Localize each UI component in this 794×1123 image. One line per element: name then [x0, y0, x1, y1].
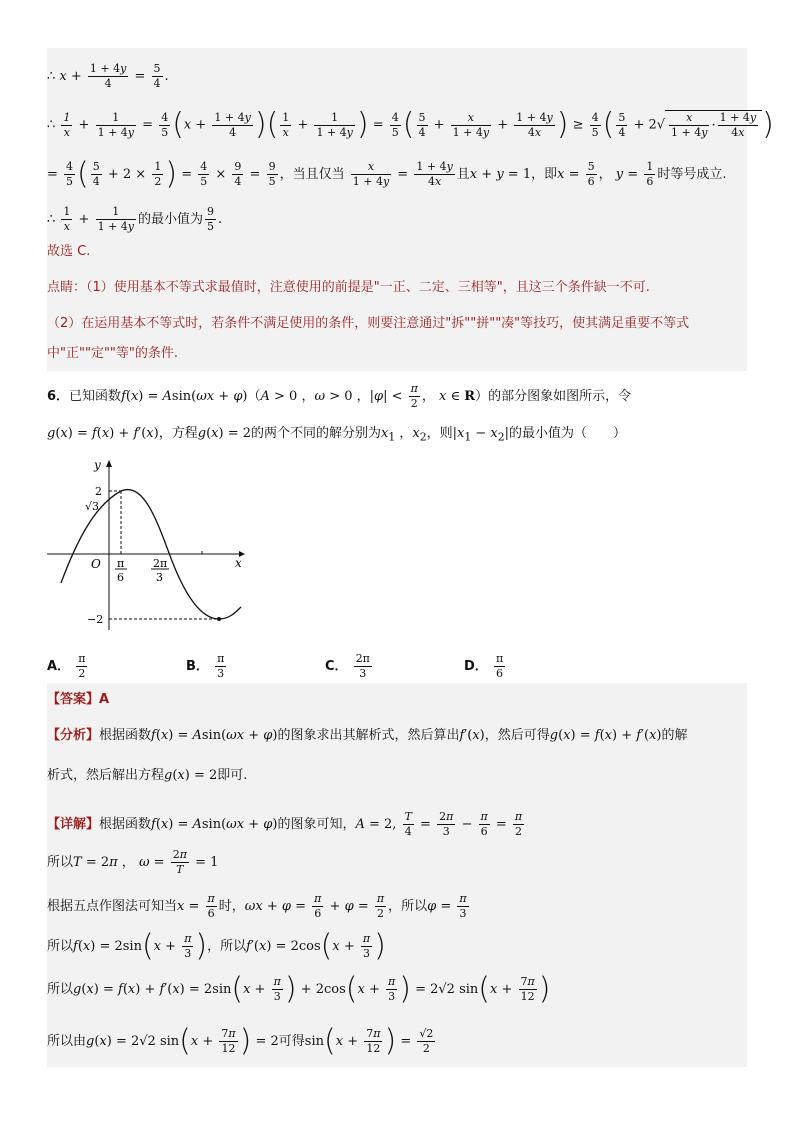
- solution-line-1: ∴ x + $\frac{1 + 4y}{4}$ = $\frac{5}{4}$ .: [47, 62, 169, 90]
- y-tick-sqrt3: √3: [85, 500, 100, 513]
- solution-line-3-text-a: ，当且仅当: [279, 167, 345, 182]
- solution-line-3-text-d: 时等号成立.: [657, 167, 727, 182]
- five-point-text-b: 时，: [218, 899, 245, 914]
- solution-line-3-text-b: 且: [456, 167, 470, 182]
- detail-line-3: 根据五点作图法可知当x = $\frac{\pi}{6}$ 时，ωx + φ = $\frac{\pi}{6}$ + φ = $\frac{\pi}{2}$ ，所以φ = $\frac{\pi}{3}$: [47, 892, 467, 920]
- option-c[interactable]: [325, 652, 374, 681]
- five-point-text-c: ，所以: [388, 899, 428, 914]
- question-text-d: 的两个不同的解分别为: [250, 426, 381, 441]
- detail-text-a: 根据函数: [99, 817, 152, 832]
- origin-label: O: [91, 557, 101, 571]
- y-tick-2: 2: [95, 485, 102, 498]
- solution-line-4-text: 的最小值为: [138, 212, 204, 227]
- note-line-2: （2）在运用基本不等式时，若条件不满足使用的条件，则要注意通过"拆""拼""凑"等技巧，使其满足重要不等式: [47, 316, 690, 331]
- sine-graph: [47, 455, 247, 635]
- option-d-den: 6: [496, 667, 504, 680]
- y-tick-neg2: −2: [87, 613, 104, 626]
- answer-tag: 【答案】A: [47, 692, 110, 707]
- so-t-text: 所以: [47, 855, 74, 870]
- option-c-den: 3: [359, 667, 367, 680]
- five-point-text-a: 根据五点作图法可知当: [47, 899, 178, 914]
- analysis-text-d: 的解: [661, 728, 688, 743]
- detail-tag: 【详解】: [47, 817, 100, 832]
- option-d[interactable]: [464, 652, 507, 681]
- analysis-text-b: 的图象求出其解析式，然后算出: [277, 728, 460, 743]
- question-text-a: 已知函数: [69, 389, 122, 404]
- option-b-num: π: [217, 652, 225, 665]
- detail-line-4: 所以f(x) = 2sin(x + $\frac{\pi}{3}$ )，所以f′(x) = 2cos(x + $\frac{\pi}{3}$ ): [47, 928, 386, 964]
- option-b[interactable]: [186, 652, 228, 681]
- question-text-c: ，方程: [158, 426, 198, 441]
- solution-line-4: ∴ $\frac{1}{x}$ + $\frac{1}{1 + 4y}$ 的最小值为 $\frac{9}{5}$ .: [47, 205, 223, 233]
- option-b-den: 3: [217, 667, 225, 680]
- analysis-line-2: 析式，然后解出方程g(x) = 2即可.: [47, 768, 248, 783]
- question-line-1: 6．已知函数f(x) = Asin(ωx + φ)（A > 0 ，ω > 0 ，|φ| < $\frac{\pi}{2}$ ， x ∈ R）的部分图象如图所示，令: [47, 382, 632, 410]
- detail-line-5: 所以g(x) = f(x) + f′(x) = 2sin(x + $\frac{\pi}{3}$ ) + 2cos(x + $\frac{\pi}{3}$ ) = 2√2 sin(x + $\frac{7\pi}{12}$ ): [47, 971, 551, 1007]
- option-a-den: 2: [78, 667, 86, 680]
- analysis-text-f: 即可.: [217, 768, 248, 783]
- question-text-b: 的部分图象如图所示，令: [488, 389, 632, 404]
- option-d-letter: D．: [464, 659, 488, 674]
- analysis-text-e: 析式，然后解出方程: [47, 768, 165, 783]
- option-c-letter: C．: [325, 659, 348, 674]
- question-text-f: 的最小值为（ ）: [509, 426, 627, 441]
- question-number: 6．: [47, 389, 70, 404]
- detail-line-6: 所以由g(x) = 2√2 sin(x + $\frac{7\pi}{12}$ ) = 2可得sin(x + $\frac{7\pi}{12}$ ) = $\frac{√2}{2}$: [47, 1023, 434, 1059]
- option-b-letter: B．: [186, 659, 209, 674]
- choose-line: 故选 C.: [47, 244, 91, 259]
- analysis-text-a: 根据函数: [99, 728, 152, 743]
- x-tick-pi6-num: π: [117, 557, 125, 570]
- so-by-text-a: 所以由: [47, 1034, 87, 1049]
- option-a[interactable]: [47, 652, 89, 681]
- option-c-num: 2π: [355, 652, 370, 665]
- x-tick-2pi3-num: 2π: [153, 557, 168, 570]
- detail-line-2: 所以T = 2π ， ω = $\frac{2\pi}{T}$ = 1: [47, 848, 219, 876]
- solution-line-3-text-c: ，即: [531, 167, 558, 182]
- option-d-num: π: [495, 652, 504, 665]
- x-tick-2pi3-den: 3: [156, 571, 163, 584]
- option-a-letter: A．: [47, 659, 71, 674]
- detail-line-1: 【详解】根据函数f(x) = Asin(ωx + φ)的图象可知，A = 2, $\frac{T}{4}$ = $\frac{2\pi}{3}$ − $\frac{\pi}{6}$ = $\frac{\pi}{2}$: [47, 810, 523, 838]
- x-tick-pi6-den: 6: [117, 571, 124, 584]
- so-by-text-b: 可得: [278, 1034, 305, 1049]
- min-point: [217, 617, 221, 621]
- analysis-tag: 【分析】: [47, 728, 100, 743]
- so-g-text: 所以: [47, 982, 74, 997]
- x-axis-label: x: [235, 556, 242, 570]
- y-axis-arrow: [106, 460, 112, 467]
- question-text-e: ，则: [426, 426, 453, 441]
- analysis-line-1: 【分析】根据函数f(x) = Asin(ωx + φ)的图象求出其解析式，然后算出f′(x)，然后可得g(x) = f(x) + f′(x)的解: [47, 728, 688, 743]
- analysis-text-c: ，然后可得: [484, 728, 550, 743]
- solution-line-3: = $\frac{4}{5}$ ( $\frac{5}{4}$ + 2 × $\frac{1}{2}$ ) = $\frac{4}{5}$ × $\frac{9}{4}$ = $\frac{9}{5}$ ，当且仅当 $\frac{x}{1 + 4y}$ = $\frac{1 + 4y}{4x}$ 且x + y = 1，即x = $\frac{5}{6}$ ， y = $\frac{1}{6}$ 时等号成立.: [47, 156, 727, 192]
- option-a-num: π: [78, 652, 86, 665]
- question-line-2: g(x) = f(x) + f′(x)，方程g(x) = 2的两个不同的解分别为$x_1$ ，$x_2$，则$|x_1 - x_2|$的最小值为（ ）: [47, 426, 627, 444]
- y-axis-label: y: [94, 458, 101, 472]
- solution-line-2: ∴ $\frac{1}{x}$ + $\frac{1}{1 + 4y}$ = $\frac{4}{5}$ (x + $\frac{1 + 4y}{4}$ )( $\frac{1}{x}$ + $\frac{1}{1 + 4y}$ ) = $\frac{4}{5}$ ( $\frac{5}{4}$ + $\frac{x}{1 + 4y}$ + $\frac{1 + 4y}{4x}$ ) ≥ $\frac{4}{5}$ ( $\frac{5}{4}$ + 2√ $\frac{x}{1 + 4y}$ · $\frac{1 + 4y}{4x}$ ): [47, 107, 774, 142]
- so-f-text-a: 所以: [47, 939, 74, 954]
- so-f-text-b: ，所以: [207, 939, 247, 954]
- detail-text-b: 的图象可知，: [277, 817, 356, 832]
- note-line-1: 点睛：（1）使用基本不等式求最值时，注意使用的前提是"一正、二定、三相等"，且这三个条件缺一不可.: [47, 280, 650, 295]
- note-line-3: 中"正""定""等"的条件.: [47, 346, 179, 361]
